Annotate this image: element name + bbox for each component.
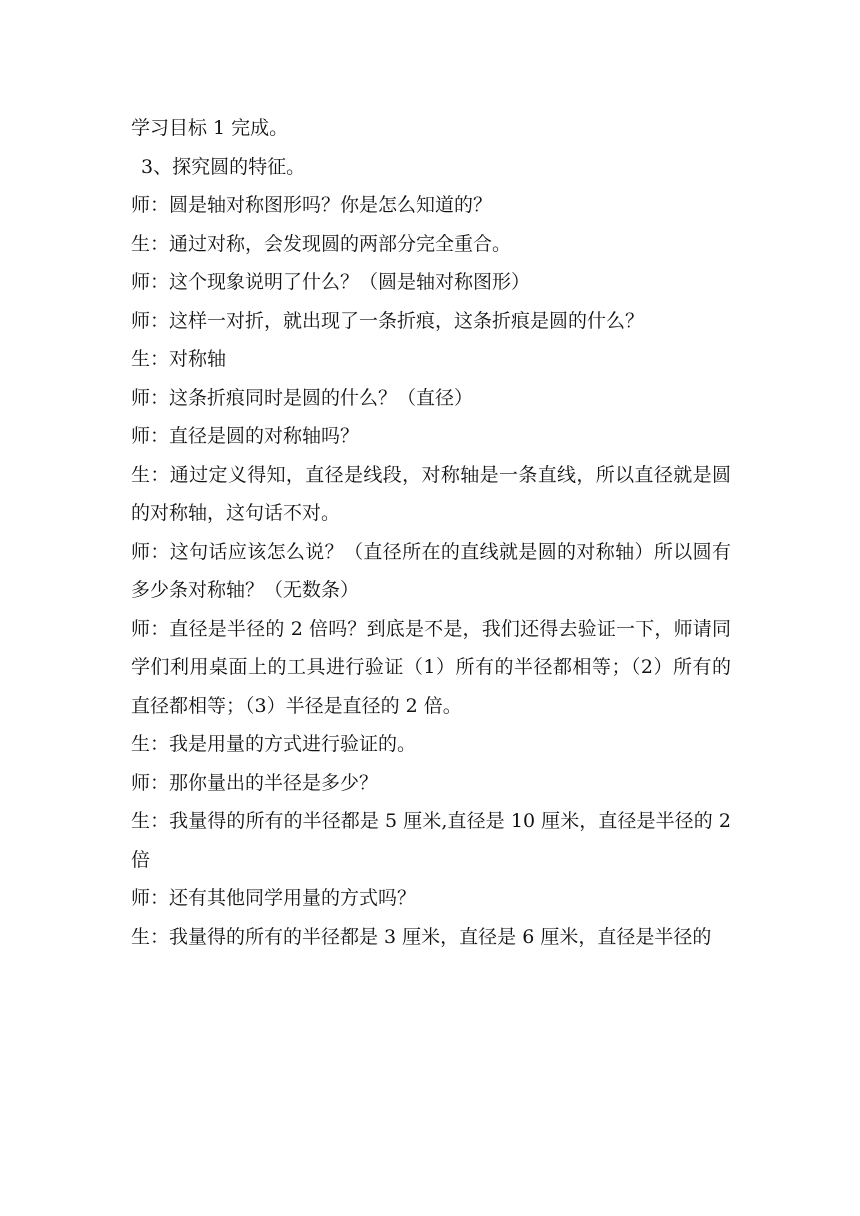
paragraph-teacher: 师：那你量出的半径是多少？ <box>131 771 379 794</box>
paragraph-teacher: 师：还有其他同学用量的方式吗？ <box>131 887 417 909</box>
paragraph-teacher: 师：直径是半径的 2 倍吗？到底是不是，我们还得去验证一下，师请同学们利用桌面上的工具进行验证（1）所有的半径都相等；（2）所有的直径都相等；（3）半径是直径的 2 倍。 <box>131 617 731 717</box>
paragraph-student: 生：我量得的所有的半径都是 3 厘米，直径是 6 厘米，直径是半径的 <box>131 925 712 948</box>
paragraph-student: 生：我量得的所有的半径都是 5 厘米,直径是 10 厘米，直径是半径的 2 倍 <box>131 810 731 871</box>
paragraph-learning-goal: 学习目标 1 完成。 <box>131 117 289 139</box>
paragraph-student: 生：对称轴 <box>131 348 227 370</box>
paragraph-student: 生：通过定义得知，直径是线段，对称轴是一条直线，所以直径就是圆的对称轴，这句话不对。 <box>131 463 731 524</box>
paragraph-teacher: 师：这条折痕同时是圆的什么？（直径） <box>131 386 474 409</box>
paragraph-teacher: 师：这个现象说明了什么？（圆是轴对称图形） <box>131 271 531 293</box>
paragraph-teacher: 师：圆是轴对称图形吗？你是怎么知道的？ <box>131 194 493 216</box>
paragraph-student: 生：我是用量的方式进行验证的。 <box>131 733 417 755</box>
paragraph-student: 生：通过对称，会发现圆的两部分完全重合。 <box>131 232 512 255</box>
paragraph-teacher: 师：这样一对折，就出现了一条折痕，这条折痕是圆的什么？ <box>131 309 645 332</box>
paragraph-teacher: 师：这句话应该怎么说？（直径所在的直线就是圆的对称轴）所以圆有多少条对称轴？（无数条） <box>131 540 731 601</box>
section-heading-circle-features: 3、探究圆的特征。 <box>141 155 306 178</box>
paragraph-teacher: 师：直径是圆的对称轴吗？ <box>131 425 360 447</box>
document-body <box>131 109 731 956</box>
